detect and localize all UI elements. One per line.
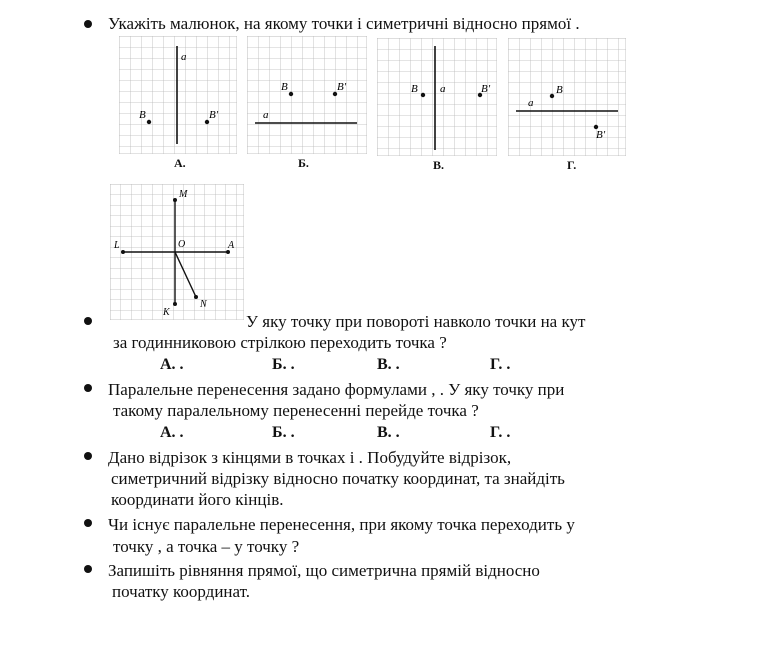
figure-a <box>119 36 237 154</box>
bullet <box>84 565 92 573</box>
figure-b-caption: Б. <box>298 156 309 170</box>
point-b-label: B <box>556 84 563 96</box>
question-4-line-3: координати його кінців. <box>111 490 284 509</box>
q3-answer-c[interactable]: В. . <box>377 424 400 441</box>
line-label: a <box>440 83 446 95</box>
point-o-label: O <box>178 239 186 250</box>
question-6-line-1: Запишіть рівняння прямої, що симетрична прямій відносно <box>108 561 540 580</box>
point-n-label: N <box>200 299 207 310</box>
bullet <box>84 20 92 28</box>
line-label: a <box>263 109 269 121</box>
figure-c-caption: В. <box>433 158 445 172</box>
point-b-prime-label: B′ <box>481 83 491 95</box>
figure-d <box>508 38 626 156</box>
figure-d-caption: Г. <box>567 158 577 172</box>
point-b-prime-label: B′ <box>209 109 219 121</box>
question-2-line-1: У яку точку при повороті навколо точки на кут <box>246 312 586 331</box>
point-m-label: M <box>179 189 188 200</box>
point-b-prime-label: B′ <box>337 81 347 93</box>
figure-b-drawing <box>247 36 367 154</box>
bullet <box>84 452 92 460</box>
point-b-label: B <box>411 83 418 95</box>
q2-answer-d[interactable]: Г. . <box>490 356 511 373</box>
line-label: a <box>181 51 187 63</box>
line-label: a <box>528 97 534 109</box>
bullet <box>84 317 92 325</box>
question-1-text: Укажіть малюнок, на якому точки і симетричні відносно прямої . <box>108 14 580 33</box>
question-4-line-2: симетричний відрізку відносно початку координат, та знайдіть <box>111 469 565 488</box>
point-k-label: K <box>163 307 170 318</box>
question-4-line-1: Дано відрізок з кінцями в точках і . Побудуйте відрізок, <box>108 448 512 467</box>
q2-answer-c[interactable]: В. . <box>377 356 400 373</box>
point-b-label: B <box>281 81 288 93</box>
q2-answer-b[interactable]: Б. . <box>272 356 295 373</box>
point-l-label: L <box>114 240 120 251</box>
figure-d-drawing <box>508 38 626 156</box>
figure-b <box>247 36 367 154</box>
figure-rotation <box>110 184 244 320</box>
q3-answer-b[interactable]: Б. . <box>272 424 295 441</box>
bullet <box>84 384 92 392</box>
question-3-line-2: такому паралельному перенесенні перейде точка ? <box>113 401 479 420</box>
figure-c <box>377 38 497 156</box>
point-a-label: A <box>228 240 235 251</box>
q2-answer-a[interactable]: А. . <box>160 356 184 373</box>
figure-c-drawing <box>377 38 497 156</box>
figure-a-drawing <box>119 36 237 154</box>
question-2-line-2: за годинниковою стрілкою переходить точка ? <box>113 333 447 352</box>
question-6-line-2: початку координат. <box>112 582 251 601</box>
figure-rotation-drawing <box>110 184 244 320</box>
q3-answer-d[interactable]: Г. . <box>490 424 511 441</box>
question-3-line-1: Паралельне перенесення задано формулами , . У яку точку при <box>108 380 565 399</box>
point-b-label: B <box>139 109 146 121</box>
question-5-line-2: точку , а точка – у точку ? <box>113 537 300 556</box>
question-5-line-1: Чи існує паралельне перенесення, при якому точка переходить у <box>108 515 575 534</box>
q3-answer-a[interactable]: А. . <box>160 424 184 441</box>
bullet <box>84 519 92 527</box>
point-b-prime-label: B′ <box>596 129 606 141</box>
figure-a-caption: А. <box>174 156 186 170</box>
